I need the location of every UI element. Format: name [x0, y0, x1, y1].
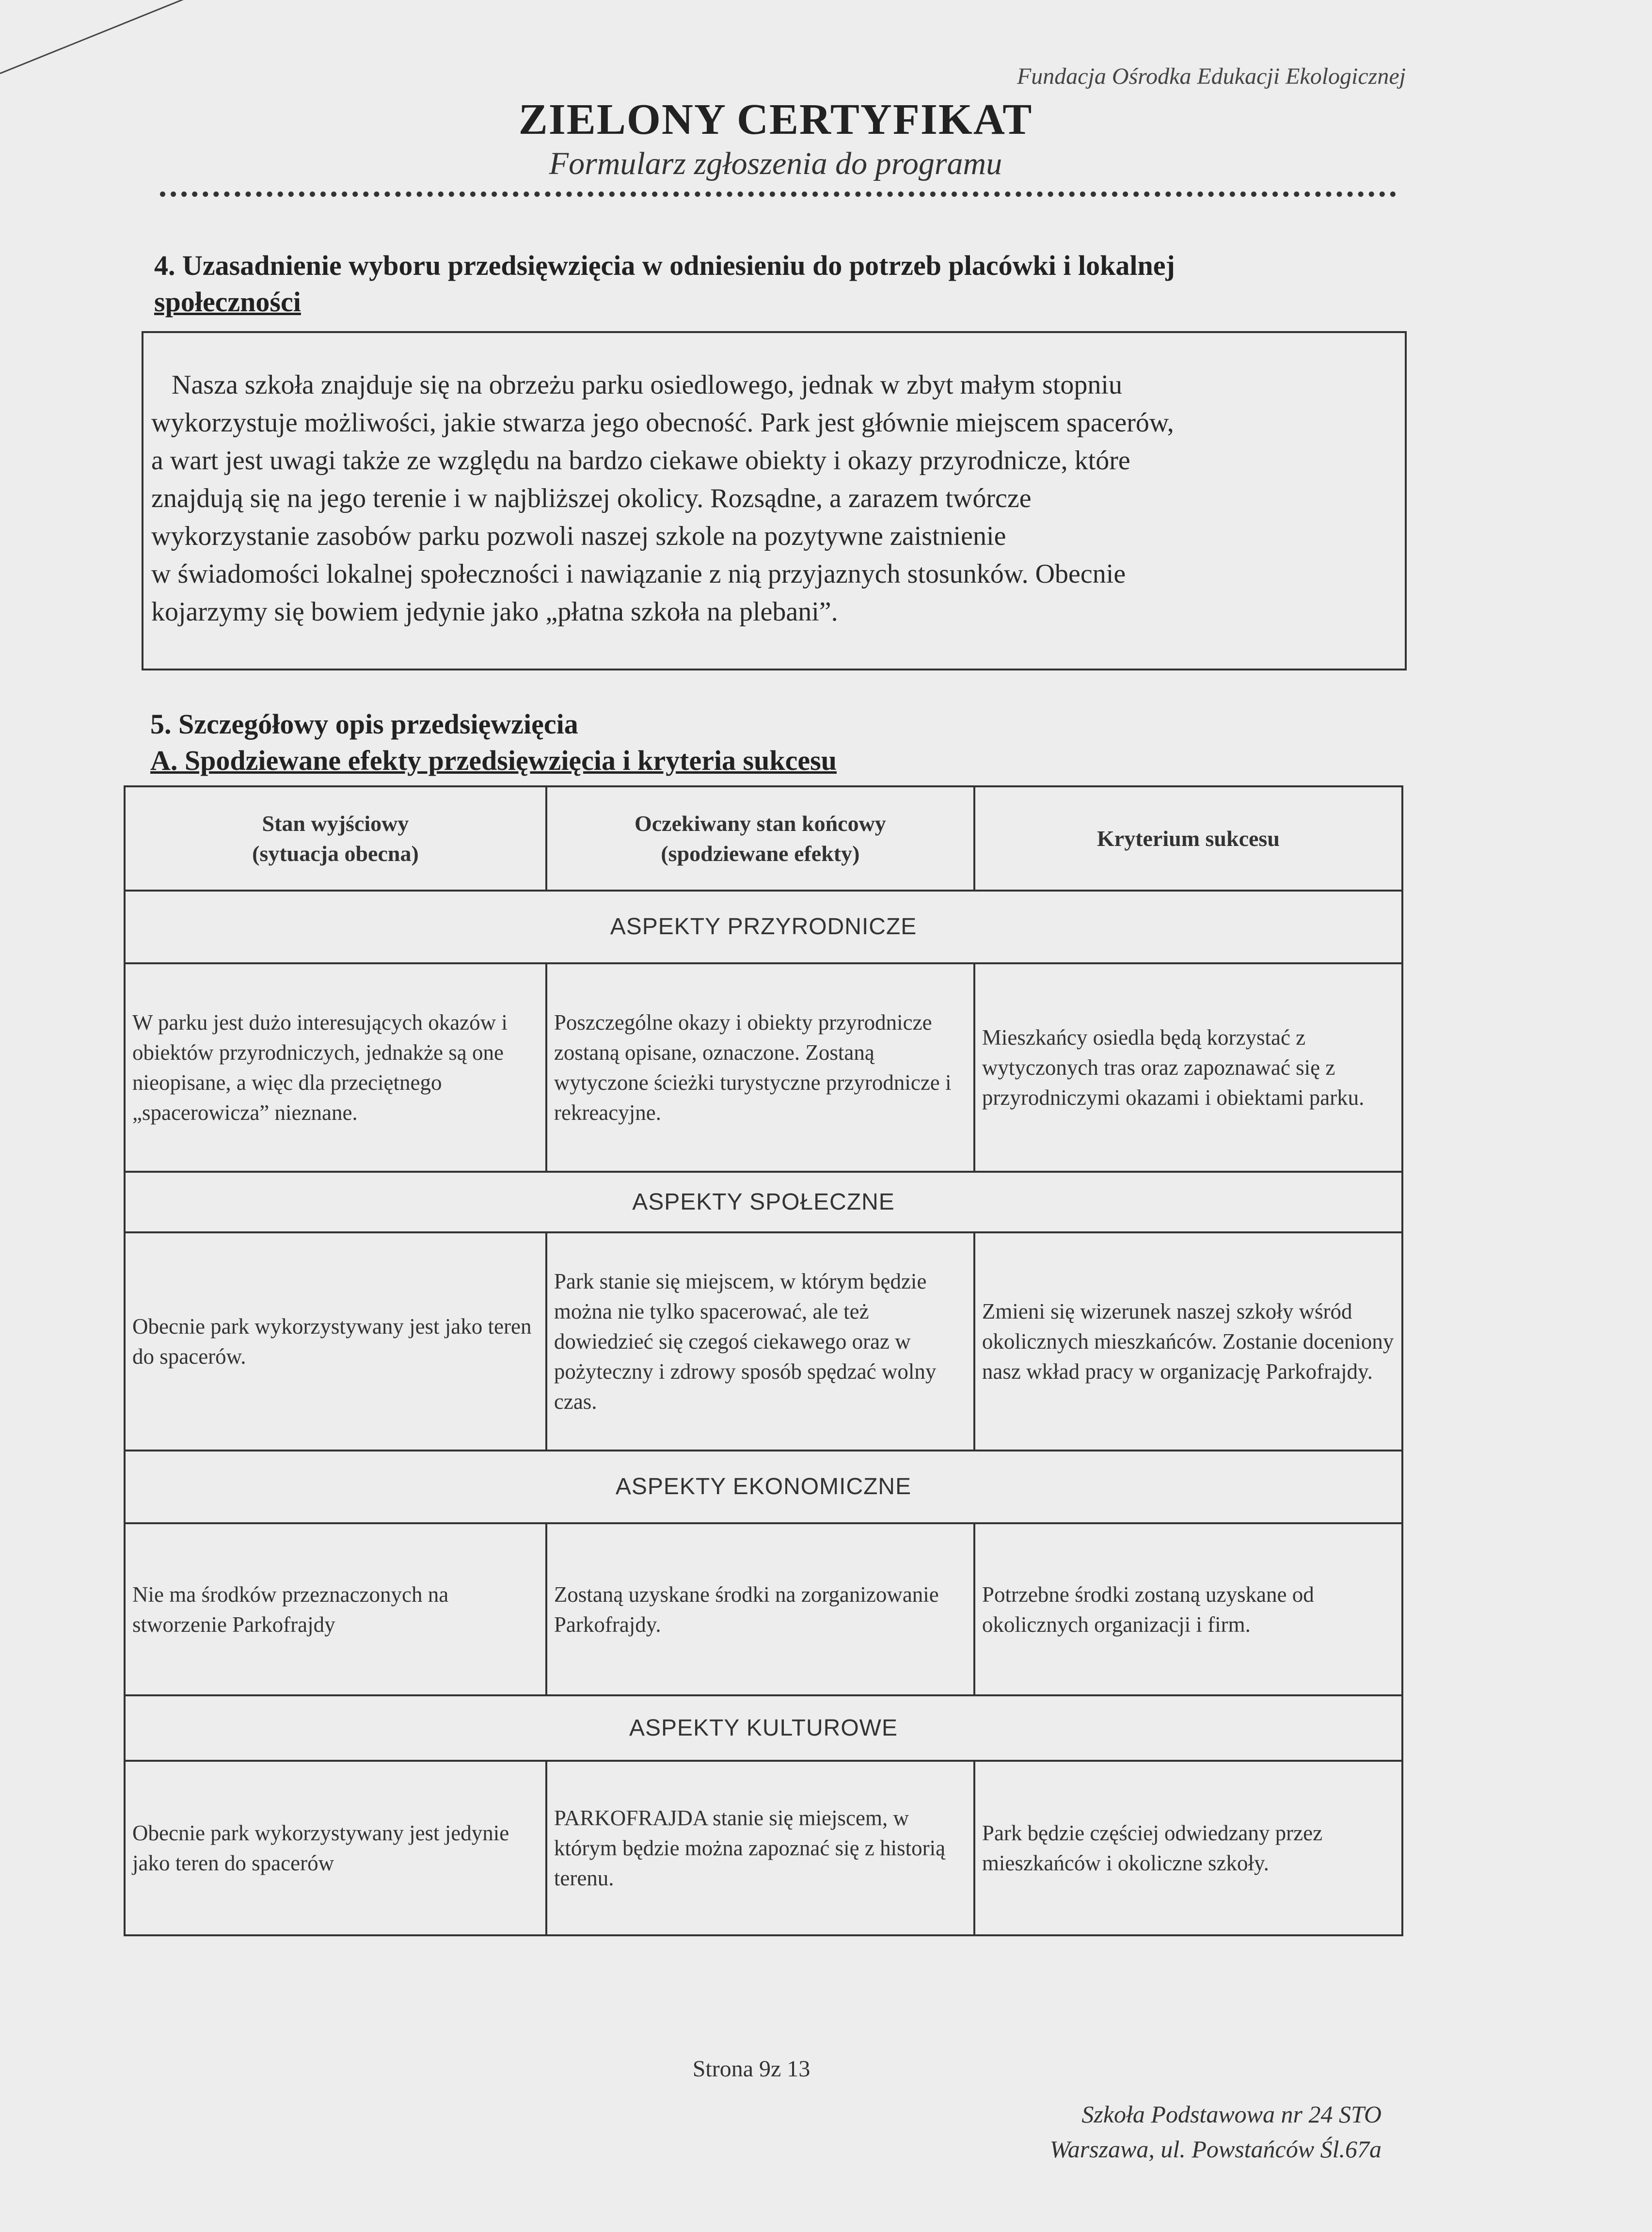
section5-subheading-text: A. Spodziewane efekty przedsięwzięcia i kryteria sukcesu — [150, 745, 837, 776]
section5-heading: 5. Szczegółowy opis przedsięwzięcia — [150, 708, 578, 740]
cell-expected-state: PARKOFRAJDA stanie się miejscem, w którym będzie można zapoznać się z historią terenu. — [546, 1761, 974, 1935]
section4-heading — [154, 247, 1414, 320]
criteria-table — [124, 785, 1403, 1936]
section4-text — [151, 366, 1397, 631]
cell-success-criterion: Mieszkańcy osiedla będą korzystać z wytyczonych tras oraz zapoznawać się z przyrodniczymi okazami i obiektami parku. — [974, 963, 1402, 1172]
section4-line: wykorzystanie zasobów parku pozwoli naszej szkole na pozytywne zaistnienie — [151, 521, 1006, 551]
page-corner-fold-line — [0, 0, 189, 74]
header-start-state-line1: Stan wyjściowy — [262, 811, 409, 836]
section4-line: kojarzymy się bowiem jedynie jako „płatna szkoła na plebani”. — [151, 597, 838, 627]
section4-line: wykorzystuje możliwości, jakie stwarza jego obecność. Park jest głównie miejscem spacerów, — [151, 408, 1174, 438]
document-title: ZIELONY CERTYFIKAT — [518, 96, 1033, 143]
section4-heading-line2: społeczności — [154, 286, 301, 318]
section4-line: znajdują się na jego terenie i w najbliższej okolicy. Rozsądne, a zarazem twórcze — [151, 483, 1032, 513]
cell-success-criterion: Zmieni się wizerunek naszej szkoły wśród okolicznych mieszkańców. Zostanie doceniony nasz wkład pracy w organizację Parkofrajdy. — [974, 1232, 1402, 1451]
school-street: Warszawa, ul. Powstańców Śl.67a — [1049, 2136, 1382, 2163]
cell-expected-state: Zostaną uzyskane środki na zorganizowanie Parkofrajdy. — [546, 1523, 974, 1695]
cell-success-criterion: Potrzebne środki zostaną uzyskane od okolicznych organizacji i firm. — [974, 1523, 1402, 1695]
header-start-state-line2: (sytuacja obecna) — [252, 841, 419, 866]
aspect-label: ASPEKTY PRZYRODNICZE — [125, 891, 1402, 963]
aspect-row — [125, 1695, 1402, 1761]
section4-line: Nasza szkoła znajduje się na obrzeżu parku osiedlowego, jednak w zbyt małym stopniu — [151, 370, 1122, 400]
document-subtitle: Formularz zgłoszenia do programu — [549, 146, 1002, 181]
cell-expected-state: Poszczególne okazy i obiekty przyrodnicze zostaną opisane, oznaczone. Zostaną wytyczone ścieżki turystyczne przyrodnicze i rekreacyjne. — [546, 963, 974, 1172]
cell-start-state: W parku jest dużo interesujących okazów i obiektów przyrodniczych, jednakże są one nieopisane, a więc dla przeciętnego „spacerowicza” nieznane. — [125, 963, 546, 1172]
section4-line: w świadomości lokalnej społeczności i nawiązanie z nią przyjaznych stosunków. Obecnie — [151, 559, 1126, 589]
school-name: Szkoła Podstawowa nr 24 STO — [1081, 2101, 1382, 2128]
section4-line: a wart jest uwagi także ze względu na bardzo ciekawe obiekty i okazy przyrodnicze, które — [151, 446, 1130, 476]
header-expected-state-line2: (spodziewane efekty) — [661, 841, 860, 866]
aspect-row — [125, 1172, 1402, 1232]
header-start-state — [125, 786, 546, 891]
section4-heading-line1: 4. Uzasadnienie wyboru przedsięwzięcia w odniesieniu do potrzeb placówki i lokalnej — [154, 250, 1175, 281]
organization-name: Fundacja Ośrodka Edukacji Ekologicznej — [1017, 64, 1406, 89]
table-row — [125, 1523, 1402, 1695]
school-address — [945, 2097, 1382, 2167]
aspect-row — [125, 1451, 1402, 1523]
table-row — [125, 1761, 1402, 1935]
dotted-divider — [160, 191, 1396, 197]
cell-success-criterion: Park będzie częściej odwiedzany przez mieszkańców i okoliczne szkoły. — [974, 1761, 1402, 1935]
table-header-row — [125, 786, 1402, 891]
header-expected-state-line1: Oczekiwany stan końcowy — [634, 811, 886, 836]
table-row — [125, 963, 1402, 1172]
cell-start-state: Nie ma środków przeznaczonych na stworzenie Parkofrajdy — [125, 1523, 546, 1695]
cell-expected-state: Park stanie się miejscem, w którym będzie można nie tylko spacerować, ale też dowiedzieć się czegoś ciekawego oraz w pożyteczny i zdrowy sposób spędzać wolny czas. — [546, 1232, 974, 1451]
header-expected-state — [546, 786, 974, 891]
aspect-row — [125, 891, 1402, 963]
cell-start-state: Obecnie park wykorzystywany jest jedynie jako teren do spacerów — [125, 1761, 546, 1935]
section5-subheading — [150, 744, 837, 777]
table-row — [125, 1232, 1402, 1451]
header-success-criterion: Kryterium sukcesu — [974, 786, 1402, 891]
aspect-label: ASPEKTY SPOŁECZNE — [125, 1172, 1402, 1232]
aspect-label: ASPEKTY KULTUROWE — [125, 1695, 1402, 1761]
cell-start-state: Obecnie park wykorzystywany jest jako teren do spacerów. — [125, 1232, 546, 1451]
page-number: Strona 9z 13 — [692, 2056, 810, 2082]
aspect-label: ASPEKTY EKONOMICZNE — [125, 1451, 1402, 1523]
